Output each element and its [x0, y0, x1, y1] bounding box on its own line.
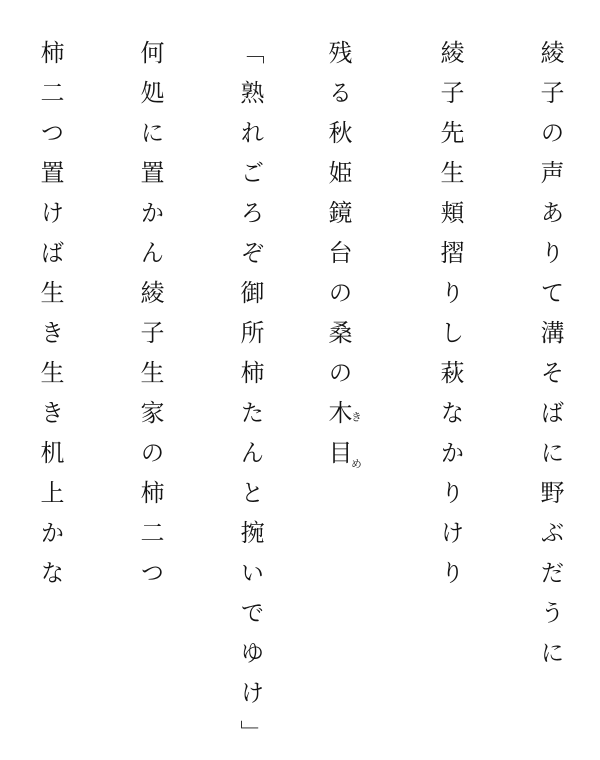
ruby-reading: きめ [349, 400, 363, 480]
poem-line-6: 柿二つ置けば生き生き机上かな [36, 40, 64, 600]
poem-line-3 [326, 40, 362, 480]
poem-line-3-text: 残る秋姫鏡台の桑の [324, 40, 352, 400]
poem-line-4: 「熟れごろぞ御所柿たんと捥いでゆけ」 [236, 40, 264, 760]
ruby-base: 木目 [324, 400, 352, 480]
poem-line-5: 何処に置かん綾子生家の柿二つ [136, 40, 164, 600]
poem-line-1: 綾子の声ありて溝そばに野ぶだうに [536, 40, 564, 680]
poem-line-2: 綾子先生頬摺りし萩なかりけり [436, 40, 464, 600]
poem-line-3-ruby [324, 400, 363, 480]
